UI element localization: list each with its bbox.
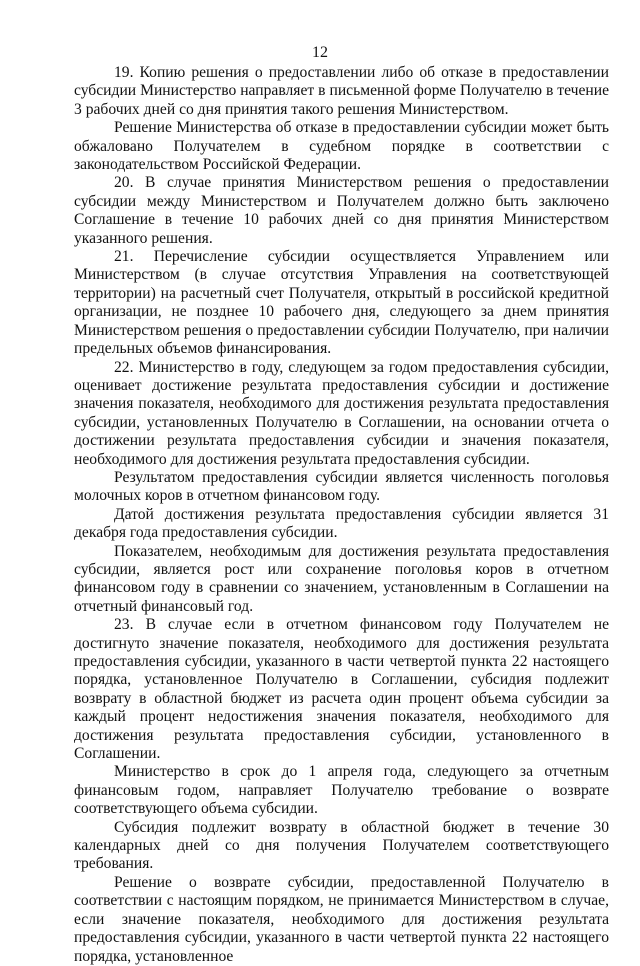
paragraph-19: 19. Копию решения о предоставлении либо об отказе в предоставлении субсидии Министерство направляет в письменной форме Получателю в течение 3 рабочих дней со дня принятия такого решения Министерством.: [74, 64, 609, 118]
paragraph-22-result: Результатом предоставления субсидии является численность поголовья молочных коров в отчетном финансовом году.: [74, 468, 609, 505]
document-body: [74, 64, 609, 966]
paragraph-22-date: Датой достижения результата предоставления субсидии является 31 декабря года предоставления субсидии.: [74, 505, 609, 542]
paragraph-23-deadline: Министерство в срок до 1 апреля года, следующего за отчетным финансовым годом, направляет Получателю требование о возврате соответствующего объема субсидии.: [74, 763, 609, 818]
paragraph-23-decision: Решение о возврате субсидии, предоставленной Получателю в соответствии с настоящим порядком, не принимается Министерством в случае, если значение показателя, необходимого для достижения результата предоставления субсидии, указанного в части четвертой пункта 22 настоящего порядка, установленное: [74, 873, 609, 965]
paragraph-22-indicator: Показателем, необходимым для достижения результата предоставления субсидии, является рост или сохранение поголовья коров в отчетном финансовом году в сравнении со значением, установленным в Соглашении на отчетный финансовый год.: [74, 542, 609, 615]
paragraph-20: 20. В случае принятия Министерством решения о предоставлении субсидии между Министерством и Получателем должно быть заключено Соглашение в течение 10 рабочих дней со дня принятия Министерством указанного решения.: [74, 174, 609, 247]
paragraph-23: 23. В случае если в отчетном финансовом году Получателем не достигнуто значение показателя, необходимого для достижения результата предоставления субсидии, указанного в части четвертой пункта 22 настоящего порядка, установленное Получателю в Соглашении, субсидия подлежит возврату в областной бюджет из расчета один процент объема субсидии за каждый процент недостижения значения показателя, необходимого для достижения результата предоставления субсидии, установленного в Соглашении.: [74, 616, 609, 763]
paragraph-23-return: Субсидия подлежит возврату в областной бюджет в течение 30 календарных дней со дня получения Получателем соответствующего требования.: [74, 818, 609, 873]
paragraph-19-appeal: Решение Министерства об отказе в предоставлении субсидии может быть обжаловано Получателем в судебном порядке в соответствии с законодательством Российской Федерации.: [74, 119, 609, 174]
paragraph-21: 21. Перечисление субсидии осуществляется Управлением или Министерством (в случае отсутствия Управления на соответствующей территории) на расчетный счет Получателя, открытый в российской кредитной организации, не позднее 10 рабочего дня, следующего за днем принятия Министерством решения о предоставлении субсидии Получателю, при наличии предельных объемов финансирования.: [74, 248, 609, 358]
paragraph-22: 22. Министерство в году, следующем за годом предоставления субсидии, оценивает достижение результата предоставления субсидии и достижение значения показателя, необходимого для достижения результата предоставления субсидии, установленных Получателю в Соглашении, на основании отчета о достижении результата предоставления субсидии и значения показателя, необходимого для достижения результата предоставления субсидии.: [74, 358, 609, 468]
page-number: 12: [312, 44, 328, 61]
